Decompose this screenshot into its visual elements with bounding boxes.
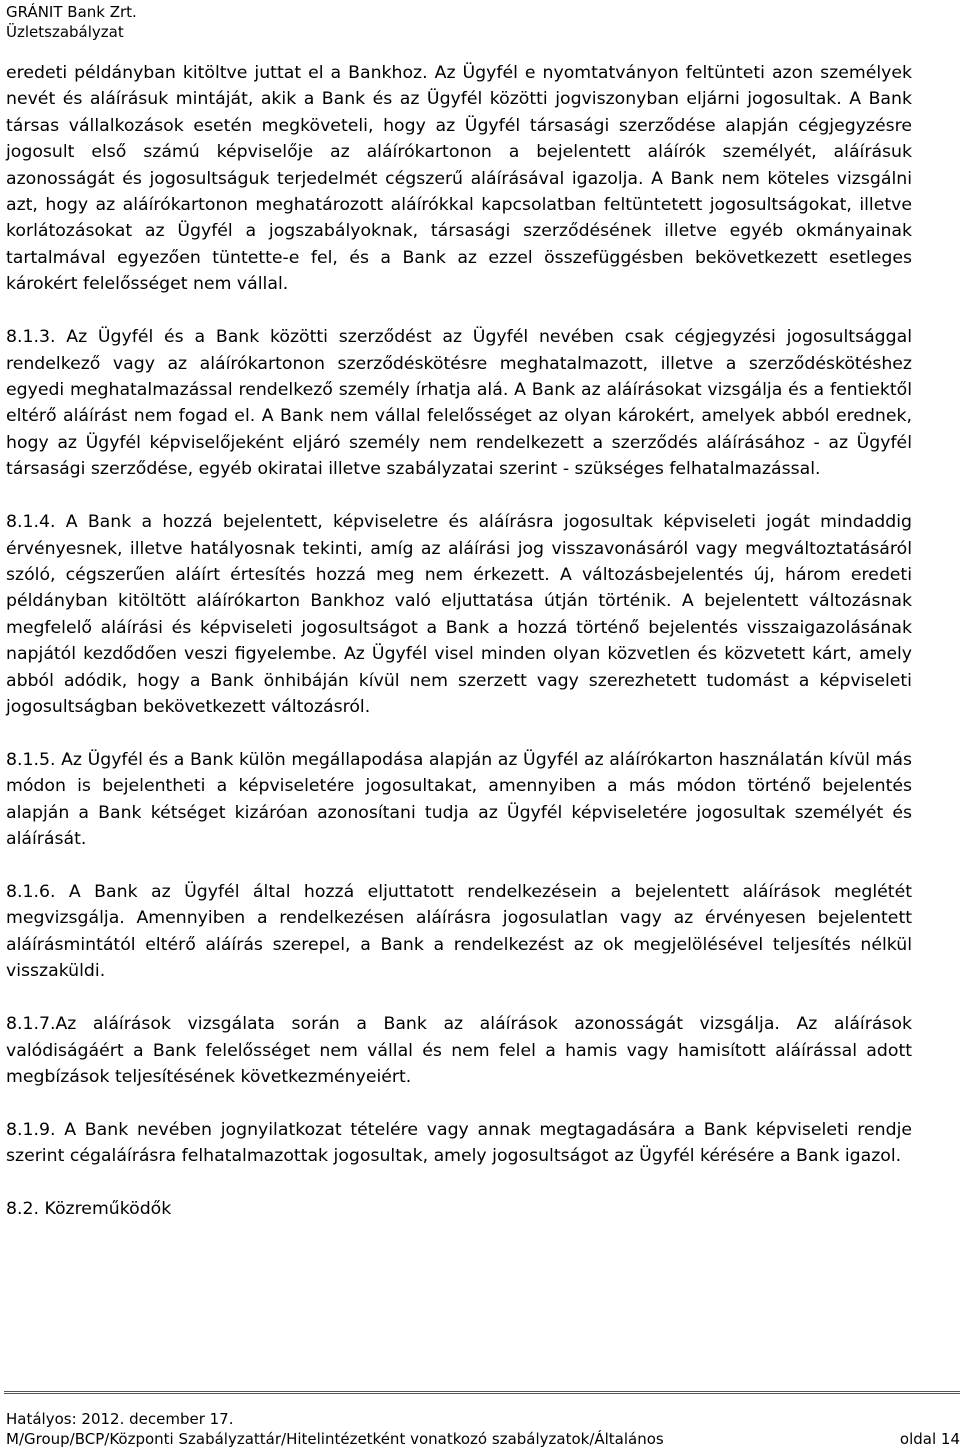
footer-divider	[4, 1391, 960, 1394]
document-path: M/Group/BCP/Központi Szabályzattár/Hitelintézetként vonatkozó szabályzatok/Általános	[6, 1430, 664, 1448]
page-footer	[6, 1409, 960, 1449]
effective-date: Hatályos: 2012. december 17.	[6, 1410, 234, 1428]
paragraph-8-1-3: 8.1.3. Az Ügyfél és a Bank közötti szerződést az Ügyfél nevében csak cégjegyzési jogosultsággal rendelkező vagy az aláírókartonon szerződéskötésre meghatalmazott, illetve a szerződéskötéshez egyedi meghatalmazással rendelkező személy írhatja alá. A Bank az aláírásokat vizsgálja és a fentiektől eltérő aláírást nem fogad el. A Bank nem vállal felelősséget az olyan károkért, amelyek abból erednek, hogy az Ügyfél képviselőjeként eljáró személy nem rendelkezett a szerződés aláírásához - az Ügyfél társasági szerződése, egyéb okiratai illetve szabályzatai szerint - szükséges felhatalmazással.	[6, 327, 912, 480]
document-body	[6, 60, 912, 1223]
paragraph-continuation: eredeti példányban kitöltve juttat el a Bankhoz. Az Ügyfél e nyomtatványon feltünteti azon személyek nevét és aláírásuk mintáját, akik a Bank és az Ügyfél közötti jogviszonyban eljárni jogosultak. A Bank társas vállalkozások esetén megköveteli, hogy az Ügyfél társasági szerződése alapján cégjegyzésre jogosult első számú képviselője az aláírókartonon a bejelentett aláírók személyét, aláírásuk azonosságát és jogosultságuk terjedelmét cégszerű aláírásával igazolja. A Bank nem köteles vizsgálni azt, hogy az aláírókartonon meghatározott aláírókkal kapcsolatban feltüntetett jogosultságokat, illetve korlátozásokat az Ügyfél a jogszabályoknak, társasági szerződésének illetve egyéb okmányainak tartalmával egyezően tüntette-e fel, és a Bank az ezzel összefüggésben bekövetkezett esetleges károkért felelősséget nem vállal.	[6, 63, 912, 295]
document-title: Üzletszabályzat	[6, 23, 124, 41]
paragraph-8-1-6: 8.1.6. A Bank az Ügyfél által hozzá eljuttatott rendelkezésein a bejelentett aláírások meglétét megvizsgálja. Amennyiben a rendelkezésen aláírásra jogosulatlan vagy az érvényesen bejelentett aláírásmintától eltérő aláírás szerepel, a Bank a rendelkezést az ok megjelölésével teljesítés nélkül visszaküldi.	[6, 881, 912, 982]
paragraph-8-1-9: 8.1.9. A Bank nevében jognyilatkozat tételére vagy annak megtagadására a Bank képviseleti rendje szerint cégaláírásra felhatalmazottak jogosultak, amely jogosultságot az Ügyfél kérésére a Bank igazol.	[6, 1119, 912, 1167]
paragraph-8-1-7: 8.1.7.Az aláírások vizsgálata során a Bank az aláírások azonosságát vizsgálja. Az aláírások valódiságáért a Bank felelősséget nem vállal és nem felel a hamis vagy hamisított aláírással adott megbízások teljesítésének következményeiért.	[6, 1014, 912, 1087]
paragraph-8-1-5: 8.1.5. Az Ügyfél és a Bank külön megállapodása alapján az Ügyfél az aláírókarton használatán kívül más módon is bejelentheti a képviseletére jogosultakat, amennyiben a más módon történő bejelentés alapján a Bank kétséget kizáróan azonosítani tudja az Ügyfél képviseletére jogosultak személyét és aláírását.	[6, 749, 912, 850]
page-header	[6, 2, 137, 42]
section-heading: 8.2. Közreműködők	[6, 1199, 172, 1220]
paragraph-8-1-4: 8.1.4. A Bank a hozzá bejelentett, képviseletre és aláírásra jogosultak képviseleti jogát mindaddig érvényesnek, illetve hatályosnak tekinti, amíg az aláírási jog visszavonásáról vagy megváltoztatásáról szóló, cégszerűen aláírt értesítés hozzá meg nem érkezett. A változásbejelentés új, három eredeti példányban kitöltött aláírókarton Bankhoz való eljuttatása útján történik. A bejelentett változásnak megfelelő aláírási és képviseleti jogosultságot a Bank a hozzá történő bejelentés visszaigazolásának napjától kezdődően veszi figyelembe. Az Ügyfél visel minden olyan közvetlen és közvetett kárt, amely abból adódik, hogy a Bank önhibáján kívül nem szerzett vagy szerezhetett tudomást a képviseleti jogosultságban bekövetkezett változásról.	[6, 512, 912, 717]
company-name: GRÁNIT Bank Zrt.	[6, 3, 137, 21]
page-number: oldal 14	[899, 1430, 960, 1448]
